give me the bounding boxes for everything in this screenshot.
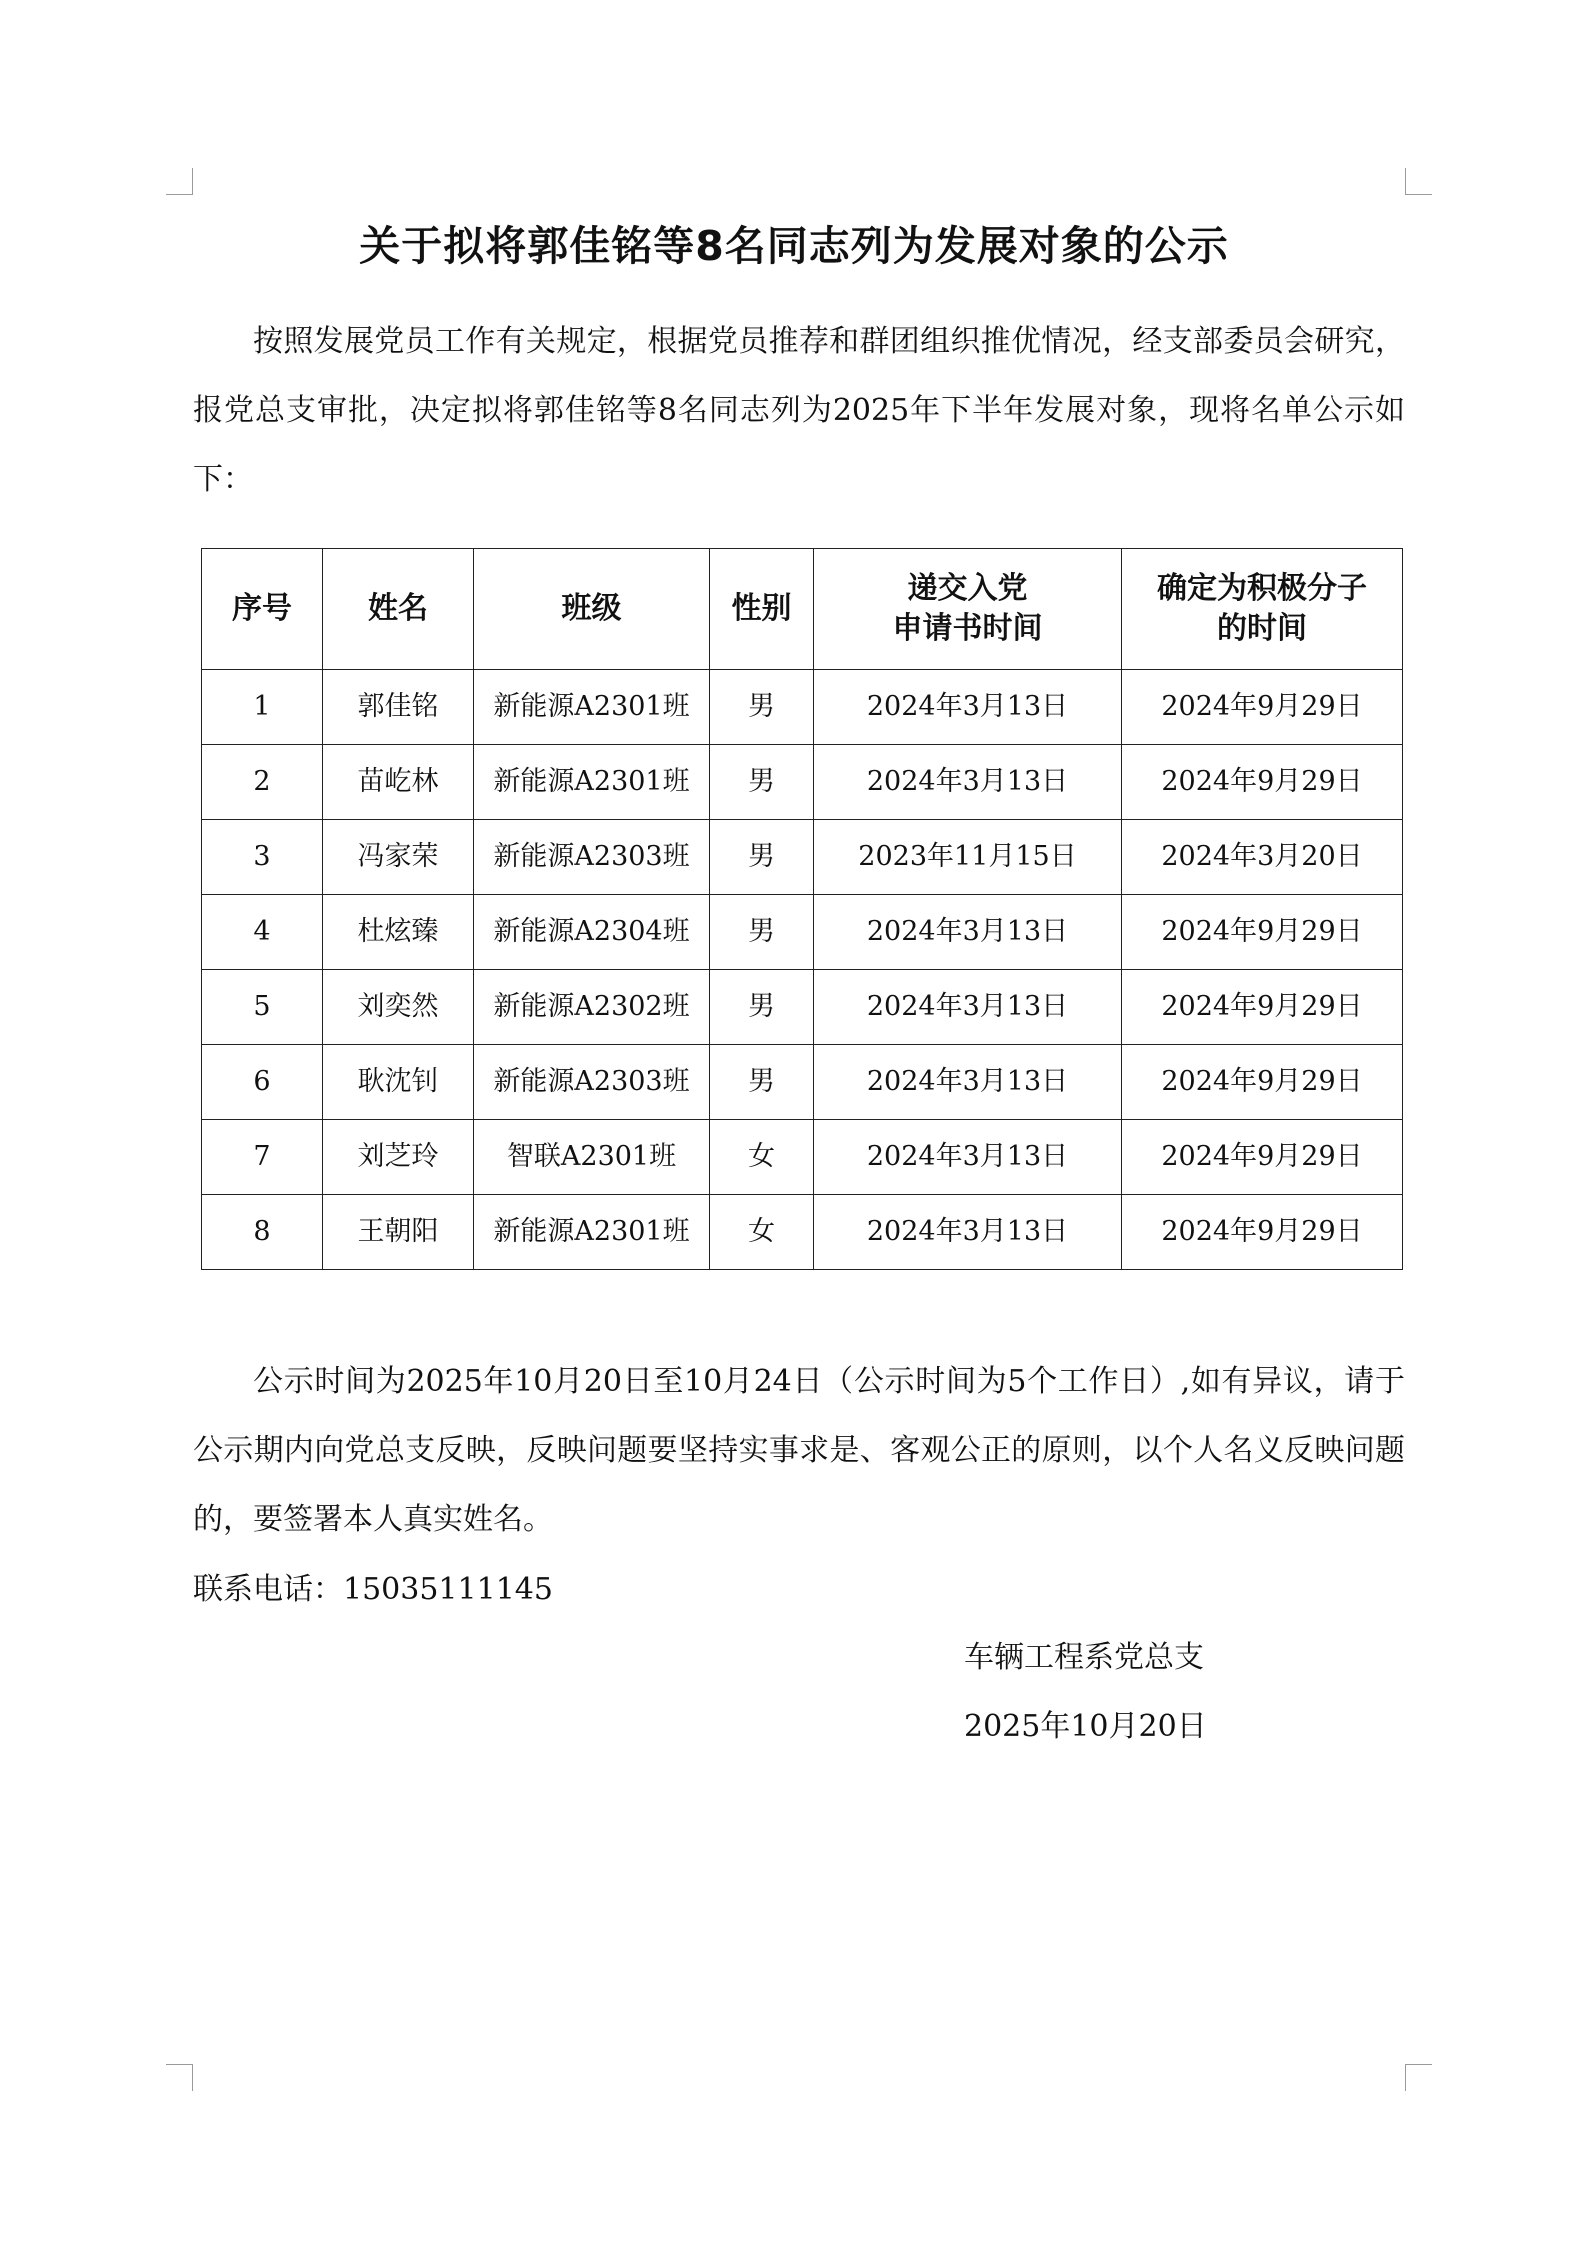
cell-class: 新能源A2301班 — [474, 670, 710, 745]
cell-name: 苗屹林 — [323, 745, 474, 820]
cell-name: 王朝阳 — [323, 1195, 474, 1270]
cell-index: 7 — [202, 1120, 323, 1195]
cell-application-date: 2024年3月13日 — [814, 1045, 1122, 1120]
cell-index: 5 — [202, 970, 323, 1045]
table-row — [202, 1120, 1403, 1195]
cell-activist-date: 2024年9月29日 — [1122, 1120, 1403, 1195]
cell-class: 新能源A2303班 — [474, 820, 710, 895]
cell-class: 新能源A2301班 — [474, 745, 710, 820]
cell-activist-date: 2024年9月29日 — [1122, 970, 1403, 1045]
cell-name: 郭佳铭 — [323, 670, 474, 745]
cell-application-date: 2024年3月13日 — [814, 1195, 1122, 1270]
cell-gender: 男 — [710, 745, 814, 820]
table-row — [202, 1195, 1403, 1270]
header-class: 班级 — [474, 549, 710, 670]
cell-index: 1 — [202, 670, 323, 745]
cell-name: 杜炫臻 — [323, 895, 474, 970]
cell-application-date: 2023年11月15日 — [814, 820, 1122, 895]
cell-activist-date: 2024年9月29日 — [1122, 1045, 1403, 1120]
table-row — [202, 1045, 1403, 1120]
cell-application-date: 2024年3月13日 — [814, 1120, 1122, 1195]
table-row — [202, 820, 1403, 895]
cell-application-date: 2024年3月13日 — [814, 670, 1122, 745]
cell-class: 智联A2301班 — [474, 1120, 710, 1195]
candidate-table — [201, 548, 1403, 1270]
cell-gender: 女 — [710, 1195, 814, 1270]
header-name: 姓名 — [323, 549, 474, 670]
contact-phone: 联系电话：15035111145 — [193, 1572, 553, 1607]
cell-name: 耿沈钊 — [323, 1045, 474, 1120]
cell-activist-date: 2024年9月29日 — [1122, 1195, 1403, 1270]
table-row — [202, 970, 1403, 1045]
cell-gender: 女 — [710, 1120, 814, 1195]
document-title: 关于拟将郭佳铭等8名同志列为发展对象的公示 — [359, 222, 1229, 270]
header-index: 序号 — [202, 549, 323, 670]
cell-class: 新能源A2302班 — [474, 970, 710, 1045]
cell-application-date: 2024年3月13日 — [814, 970, 1122, 1045]
cell-activist-date: 2024年9月29日 — [1122, 895, 1403, 970]
cell-name: 刘奕然 — [323, 970, 474, 1045]
cell-index: 4 — [202, 895, 323, 970]
signature-date: 2025年10月20日 — [964, 1709, 1207, 1744]
crop-mark-bottom-right — [1405, 2064, 1432, 2091]
cell-activist-date: 2024年3月20日 — [1122, 820, 1403, 895]
header-activist-date: 确定为积极分子 的时间 — [1122, 549, 1403, 670]
header-gender: 性别 — [710, 549, 814, 670]
intro-paragraph: 按照发展党员工作有关规定，根据党员推荐和群团组织推优情况，经支部委员会研究，报党总支审批，决定拟将郭佳铭等8名同志列为2025年下半年发展对象，现将名单公示如下： — [193, 324, 1405, 497]
cell-class: 新能源A2304班 — [474, 895, 710, 970]
notice-paragraph: 公示时间为2025年10月20日至10月24日（公示时间为5个工作日）,如有异议，请于公示期内向党总支反映，反映问题要坚持实事求是、客观公正的原则，以个人名义反映问题的，要签署本人真实姓名。 — [193, 1364, 1405, 1537]
cell-gender: 男 — [710, 1045, 814, 1120]
table-row — [202, 895, 1403, 970]
cell-activist-date: 2024年9月29日 — [1122, 745, 1403, 820]
crop-mark-top-left — [166, 168, 193, 195]
cell-gender: 男 — [710, 895, 814, 970]
crop-mark-top-right — [1405, 168, 1432, 195]
cell-name: 冯家荣 — [323, 820, 474, 895]
cell-activist-date: 2024年9月29日 — [1122, 670, 1403, 745]
cell-gender: 男 — [710, 970, 814, 1045]
header-application-date: 递交入党 申请书时间 — [814, 549, 1122, 670]
table-row — [202, 745, 1403, 820]
cell-name: 刘芝玲 — [323, 1120, 474, 1195]
cell-index: 3 — [202, 820, 323, 895]
cell-class: 新能源A2303班 — [474, 1045, 710, 1120]
cell-application-date: 2024年3月13日 — [814, 745, 1122, 820]
cell-gender: 男 — [710, 820, 814, 895]
cell-application-date: 2024年3月13日 — [814, 895, 1122, 970]
table-row — [202, 670, 1403, 745]
table-header-row — [202, 549, 1403, 670]
signature-organization: 车辆工程系党总支 — [964, 1640, 1204, 1675]
cell-class: 新能源A2301班 — [474, 1195, 710, 1270]
cell-index: 8 — [202, 1195, 323, 1270]
cell-gender: 男 — [710, 670, 814, 745]
cell-index: 2 — [202, 745, 323, 820]
crop-mark-bottom-left — [166, 2064, 193, 2091]
cell-index: 6 — [202, 1045, 323, 1120]
